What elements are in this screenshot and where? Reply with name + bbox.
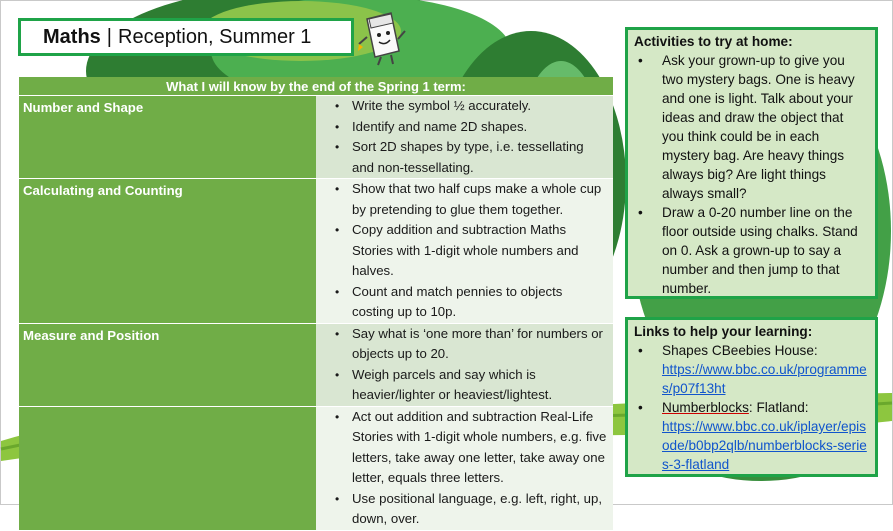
list-item: • Identify and name 2D shapes. [352, 117, 607, 138]
activity-item: • Draw a 0-20 number line on the floor outside using chalks. Stand on 0. Ask a grown-up to say a number and then jump to that number. [662, 203, 869, 298]
link-item [662, 398, 869, 474]
row-items [316, 179, 613, 324]
pencil-mascot-icon [357, 11, 407, 67]
list-item: • Weigh parcels and say which is heavier/lighter or heaviest/lightest. [352, 365, 607, 406]
knowledge-table [19, 77, 613, 531]
links-panel [625, 317, 878, 477]
row-category: Calculating and Counting [19, 179, 316, 324]
link-label: Numberblocks [662, 400, 749, 415]
list-item: • Use positional language, e.g. left, right, up, down, over. [352, 489, 607, 530]
link-url[interactable]: https://www.bbc.co.uk/programmes/p07f13ht [662, 362, 867, 396]
list-item: • Copy addition and subtraction Maths Stories with 1-digit whole numbers and halves. [352, 220, 607, 282]
list-item: • Count and match pennies to objects costing up to 10p. [352, 282, 607, 323]
link-label-rest: : Flatland: [748, 400, 809, 415]
subtitle: Reception, Summer 1 [118, 25, 312, 48]
page-title [18, 18, 354, 56]
row-category: Number and Shape [19, 96, 316, 179]
link-item [662, 341, 869, 398]
row-category [19, 406, 316, 530]
links-heading: Links to help your learning: [634, 324, 813, 339]
list-item: • Sort 2D shapes by type, i.e. tessellating and non-tessellating. [352, 137, 607, 178]
activities-panel [625, 27, 878, 299]
activity-item: • Ask your grown-up to give you two mystery bags. One is heavy and one is light. Talk about your ideas and draw the object that you think could be in each mystery bag. Are heavy things always big? Are light things always small? [662, 51, 869, 203]
row-category: Measure and Position [19, 323, 316, 406]
row-items [316, 323, 613, 406]
list-item: • Say what is ‘one more than’ for numbers or objects up to 20. [352, 324, 607, 365]
row-items [316, 406, 613, 530]
list-item: • Act out addition and subtraction Real-Life Stories with 1-digit whole numbers, e.g. five letters, take away one letter, take away one letter, equals three letters. [352, 407, 607, 489]
table-heading: What I will know by the end of the Spring 1 term: [19, 77, 613, 96]
subject-title: Maths [43, 25, 101, 48]
list-item: • Write the symbol ½ accurately. [352, 96, 607, 117]
link-url[interactable]: https://www.bbc.co.uk/iplayer/episode/b0bp2qlb/numberblocks-series-3-flatland [662, 419, 867, 472]
link-label: Shapes CBeebies House: [662, 343, 818, 358]
row-items [316, 96, 613, 179]
title-separator: | [106, 25, 112, 48]
list-item: • Show that two half cups make a whole cup by pretending to glue them together. [352, 179, 607, 220]
activities-heading: Activities to try at home: [634, 34, 793, 49]
